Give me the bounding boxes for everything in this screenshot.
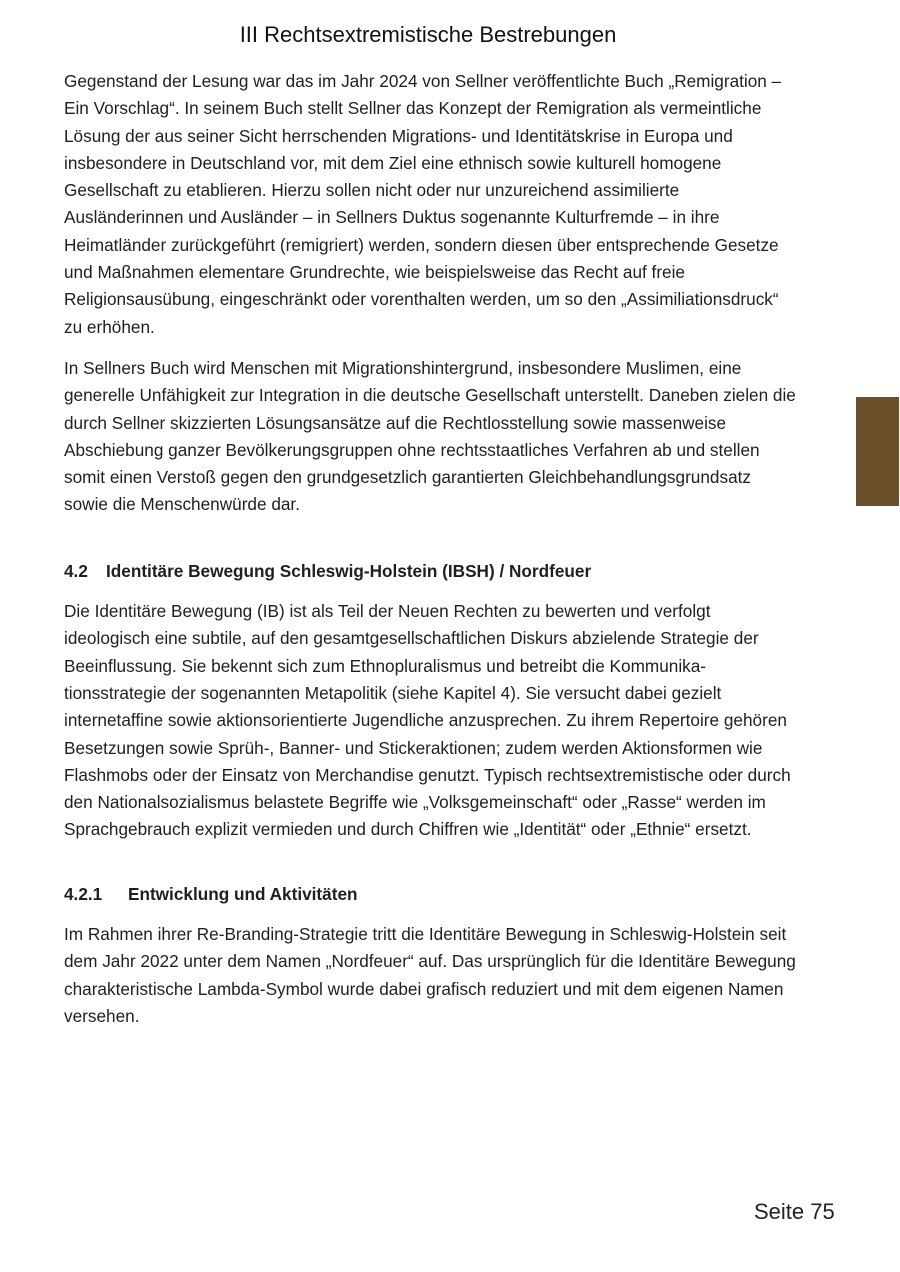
- paragraph-sellner-assessment: In Sellners Buch wird Menschen mit Migrationshintergrund, insbesondere Muslimen, eine generelle Unfähigkeit zur Integration in die deutsche Gesellschaft unterstellt. Daneben zielen die durch Sellner skizzierten Lösungsansätze auf die Rechtlosstellung sowie massenweise Abschiebung ganzer Bevölkerungsgruppen ohne rechtsstaatliches Verfahren ab und stellen somit einen Verstoß gegen den grundgesetzlich garantierten Gleichbehandlungsgrundsatz sowie die Menschenwürde dar.: [64, 357, 796, 515]
- page-content: [64, 68, 798, 1030]
- section-heading-4-2: [64, 558, 798, 585]
- running-header-title: III Rechtsextremistische Bestrebungen: [239, 22, 617, 47]
- chapter-thumb-tab: [856, 397, 899, 506]
- paragraph-identitaere-bewegung: Die Identitäre Bewegung (IB) ist als Teil der Neuen Rechten zu bewerten und verfolgt ideologisch eine subtile, auf den gesamtgesellschaftlichen Diskurs abzielende Strategie der Beeinflussung. Sie bekennt sich zum Ethnopluralismus und betreibt die Kommunikationsstrategie der sogenannten Metapolitik (siehe Kapitel 4). Sie versucht dabei gezielt internetaffine sowie aktionsorientierte Jugendliche anzusprechen. Zu ihrem Repertoire gehören Besetzungen sowie Sprüh-, Banner- und Stickeraktionen; zudem werden Aktionsformen wie Flashmobs oder der Einsatz von Merchandise genutzt. Typisch rechtsextremistische oder durch den Nationalsozialismus belastete Begriffe wie „Volksgemeinschaft“ oder „Rasse“ werden im Sprachgebrauch explizit vermieden und durch Chiffren wie „Identität“ oder „Ethnie“ ersetzt.: [64, 601, 791, 840]
- subsection-title: Entwicklung und Aktivitäten: [128, 883, 358, 904]
- subsection-number: 4.2.1: [64, 883, 103, 904]
- section-number: 4.2: [64, 560, 88, 581]
- paragraph-rebranding: Im Rahmen ihrer Re-Branding-Strategie tritt die Identitäre Bewegung in Schleswig-Holstein seit dem Jahr 2022 unter dem Namen „Nordfeuer“ auf. Das ursprünglich für die Identitäre Bewegung charakteristische Lambda-Symbol wurde dabei grafisch reduziert und mit dem eigenen Namen versehen.: [64, 924, 796, 1026]
- paragraph-remigration-book: Gegenstand der Lesung war das im Jahr 2024 von Sellner veröffentlichte Buch „Remigration – Ein Vorschlag“. In seinem Buch stellt Sellner das Konzept der Remigration als vermeintliche Lösung der aus seiner Sicht herrschenden Migrations- und Identitätskrise in Europa und insbesondere in Deutschland vor, mit dem Ziel eine ethnisch sowie kulturell homogene Gesellschaft zu etablieren. Hierzu sollen nicht oder nur unzureichend assimilierte Ausländerinnen und Ausländer – in Sellners Duktus sogenannte Kulturfremde – in ihre Heimatländer zurückgeführt (remigriert) werden, sondern diesen über entsprechende Gesetze und Maßnahmen elementare Grundrechte, wie beispielsweise das Recht auf freie Religionsausübung, eingeschränkt oder vorenthalten werden, um so den „Assimiliationsdruck“ zu erhöhen.: [64, 71, 782, 337]
- section-title: Identitäre Bewegung Schleswig-Holstein (IBSH) / Nordfeuer: [106, 560, 592, 581]
- section-heading-4-2-1: [64, 881, 798, 908]
- page-number: Seite 75: [754, 1199, 835, 1224]
